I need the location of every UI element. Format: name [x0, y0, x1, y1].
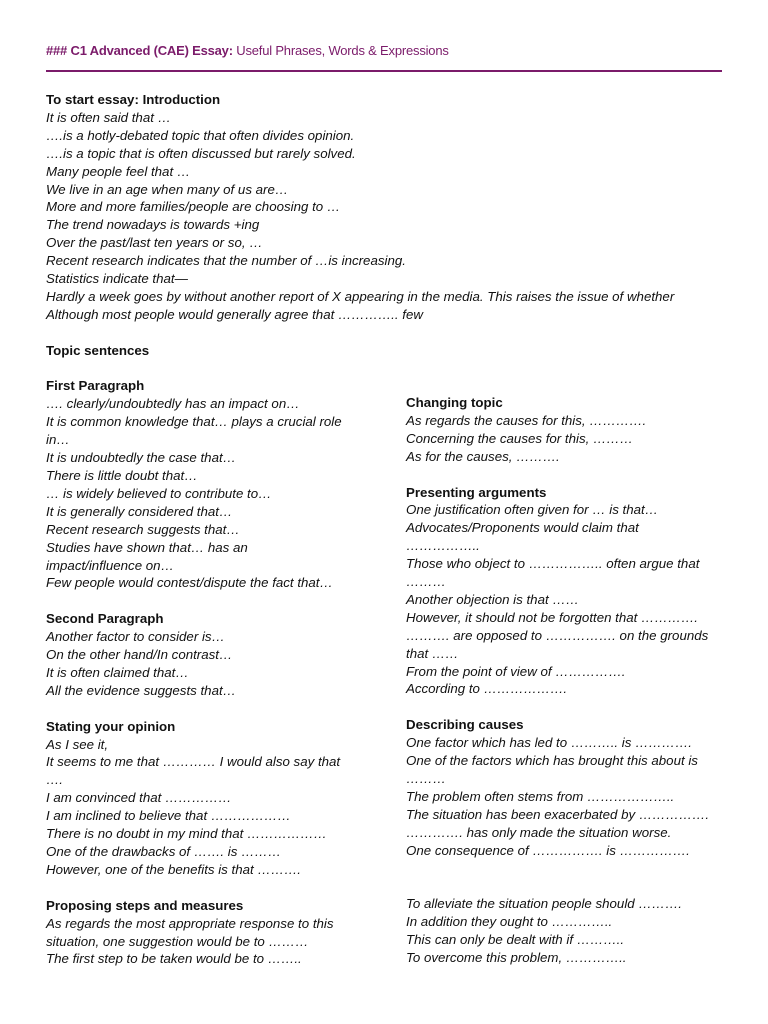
- stating-opinion-line: There is no doubt in my mind that ………………: [46, 826, 327, 842]
- topic-sentences-heading: Topic sentences: [46, 342, 150, 358]
- presenting-arguments-line: Those who object to …………….. often argue that: [406, 556, 700, 572]
- stating-opinion-line: However, one of the benefits is that ……….: [46, 861, 301, 877]
- intro-line: Over the past/last ten years or so, …: [46, 235, 263, 251]
- stating-opinion-heading: Stating your opinion: [46, 718, 176, 734]
- presenting-arguments-line: However, it should not be forgotten that ………….: [406, 609, 698, 625]
- presenting-arguments-line: According to ……………….: [406, 681, 568, 697]
- intro-line: Recent research indicates that the number of …is increasing.: [46, 253, 406, 269]
- proposing-steps-line: As regards the most appropriate response to this: [46, 915, 334, 931]
- proposing-steps-line: The first step to be taken would be to ……..: [46, 951, 302, 967]
- header-title-rest: Useful Phrases, Words & Expressions: [236, 43, 449, 58]
- describing-causes-line: The problem often stems from ………………..: [406, 788, 675, 804]
- first-paragraph-line: It is generally considered that…: [46, 503, 233, 519]
- right-column: [406, 394, 709, 967]
- first-paragraph-line: …. clearly/undoubtedly has an impact on…: [46, 396, 300, 412]
- describing-causes-line: One of the factors which has brought this about is: [406, 753, 698, 769]
- first-paragraph-line: It is common knowledge that… plays a crucial role: [46, 414, 342, 430]
- intro-line: ….is a hotly-debated topic that often divides opinion.: [46, 127, 355, 143]
- presenting-arguments-line: Advocates/Proponents would claim that: [406, 520, 639, 536]
- changing-topic-heading: Changing topic: [406, 395, 503, 410]
- intro-line: Although most people would generally agree that ………….. few: [46, 306, 423, 322]
- first-paragraph-line: Recent research suggests that…: [46, 521, 240, 537]
- proposing-steps-heading: Proposing steps and measures: [46, 897, 244, 913]
- second-paragraph-line: On the other hand/In contrast…: [46, 647, 233, 663]
- intro-line: It is often said that …: [46, 109, 171, 125]
- second-paragraph-heading: Second Paragraph: [46, 611, 164, 627]
- proposing-steps-line: situation, one suggestion would be to ………: [46, 933, 309, 949]
- intro-line: We live in an age when many of us are…: [46, 181, 289, 197]
- presenting-arguments-line: From the point of view of …………….: [406, 663, 626, 679]
- presenting-arguments-line: that ……: [406, 645, 459, 661]
- first-paragraph-line: Few people would contest/dispute the fact that…: [46, 575, 333, 591]
- first-paragraph-line: impact/influence on…: [46, 557, 174, 573]
- presenting-arguments-line: Another objection is that ……: [406, 591, 579, 607]
- describing-causes-line: …………. has only made the situation worse.: [406, 824, 672, 840]
- first-paragraph-line: It is undoubtedly the case that…: [46, 450, 236, 466]
- changing-topic-line: As regards the causes for this, ………….: [406, 412, 647, 428]
- presenting-arguments-line: ……………..: [406, 538, 480, 554]
- first-paragraph-line: There is little doubt that…: [46, 468, 198, 483]
- changing-topic-line: As for the causes, ……….: [406, 448, 560, 464]
- describing-causes-heading: Describing causes: [406, 717, 524, 733]
- solutions-line: To alleviate the situation people should ……….: [406, 896, 682, 912]
- intro-line: ….is a topic that is often discussed but rarely solved.: [46, 145, 356, 161]
- stating-opinion-line: I am inclined to believe that ………………: [46, 808, 291, 824]
- stating-opinion-line: I am convinced that ……………: [46, 790, 232, 806]
- presenting-arguments-line: ………: [406, 574, 446, 590]
- first-paragraph-heading: First Paragraph: [46, 378, 145, 394]
- intro-line: The trend nowadays is towards +ing: [46, 217, 260, 233]
- header-divider: [46, 70, 722, 72]
- first-paragraph-line: Studies have shown that… has an: [46, 539, 248, 555]
- intro-line: More and more families/people are choosing to …: [46, 199, 341, 215]
- describing-causes-line: One factor which has led to ……….. is ………….: [406, 735, 692, 751]
- first-paragraph-line: … is widely believed to contribute to…: [46, 485, 272, 501]
- stating-opinion-line: ….: [46, 772, 63, 788]
- describing-causes-line: The situation has been exacerbated by …………….: [406, 806, 710, 822]
- first-paragraph-line: in…: [46, 432, 70, 448]
- describing-causes-line: ………: [406, 771, 446, 786]
- presenting-arguments-line: ………. are opposed to ……………. on the grounds: [406, 627, 709, 643]
- stating-opinion-line: It seems to me that ………… I would also say that: [46, 754, 341, 770]
- intro-line: Statistics indicate that—: [46, 271, 188, 287]
- second-paragraph-line: All the evidence suggests that…: [46, 682, 236, 698]
- stating-opinion-line: As I see it,: [46, 736, 109, 752]
- presenting-arguments-heading: Presenting arguments: [406, 484, 547, 500]
- second-paragraph-line: Another factor to consider is…: [46, 629, 225, 645]
- presenting-arguments-line: One justification often given for … is that…: [406, 502, 659, 518]
- header-title-bold: ### C1 Advanced (CAE) Essay:: [46, 43, 233, 58]
- changing-topic-line: Concerning the causes for this, ………: [406, 430, 633, 446]
- describing-causes-line: One consequence of ……………. is …………….: [406, 842, 690, 858]
- solutions-line: To overcome this problem, …………..: [406, 950, 627, 966]
- intro-line: Many people feel that …: [46, 163, 191, 179]
- document-header: [46, 43, 449, 58]
- intro-line: Hardly a week goes by without another report of X appearing in the media. This raises the issue of whether: [46, 288, 675, 304]
- intro-heading: To start essay: Introduction: [46, 92, 221, 107]
- second-paragraph-line: It is often claimed that…: [46, 664, 189, 680]
- solutions-line: This can only be dealt with if ………..: [406, 932, 625, 948]
- solutions-line: In addition they ought to …………..: [406, 914, 613, 930]
- stating-opinion-line: One of the drawbacks of ……. is ………: [46, 844, 281, 859]
